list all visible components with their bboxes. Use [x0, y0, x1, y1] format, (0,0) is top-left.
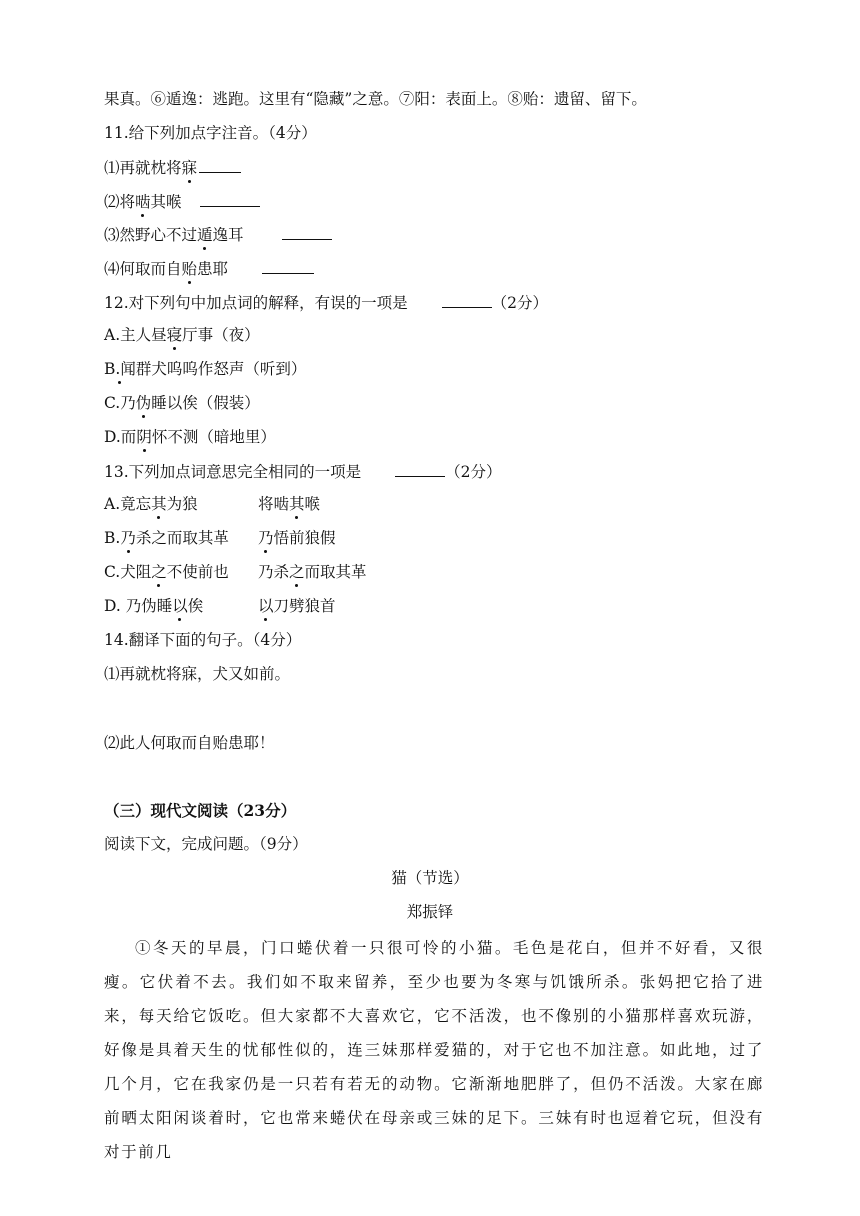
dotted-char: 阴 — [136, 428, 152, 446]
dotted-char: 寐 — [181, 159, 198, 177]
q13-b2-tail: 悟前狼假 — [273, 529, 336, 547]
q13-option-c — [104, 561, 367, 583]
instruction-text: 阅读下文，完成问题。（9分） — [104, 835, 308, 853]
q11-item-1-text: ⑴再就枕将 — [104, 159, 182, 177]
q13-a1-text: A.竟忘 — [104, 495, 152, 513]
q12-option-a — [104, 324, 260, 346]
q13-c1-text: C.犬阻 — [104, 563, 152, 581]
q11-item-3 — [104, 223, 332, 246]
section-heading-text: （三）现代文阅读（23分） — [104, 801, 297, 820]
dotted-char: 贻 — [181, 260, 198, 278]
q13-score: （2分） — [445, 463, 502, 481]
q13-b1-text: B. — [104, 529, 121, 547]
article-title: 猫（节选） — [391, 869, 469, 887]
dotted-char: 其 — [151, 495, 167, 513]
q13-a2-tail: 喉 — [304, 495, 321, 513]
q12-d-text: D.而 — [104, 428, 137, 446]
dotted-char: 以 — [172, 597, 188, 615]
answer-blank[interactable] — [282, 223, 332, 240]
answer-blank[interactable] — [262, 257, 314, 274]
q13-a1-tail: 为狼 — [166, 495, 198, 513]
q13-a2-text: 将啮 — [258, 495, 290, 513]
dotted-char: 以 — [258, 597, 274, 615]
q12-option-b — [104, 358, 306, 380]
q11-item-2 — [104, 190, 260, 213]
dotted-char: 啮 — [135, 193, 151, 211]
q12-a-text: A.主人昼 — [104, 326, 167, 344]
q13-b1-tail: 杀之而取其革 — [135, 529, 229, 547]
q12-a-tail: 厅事（夜） — [182, 326, 260, 344]
q11-item-2-text: ⑵将 — [104, 193, 136, 211]
q12-title-text: 12.对下列句中加点词的解释，有误的一项是 — [104, 294, 408, 312]
q14-title-text: 14.翻译下面的句子。（4分） — [104, 631, 302, 649]
q13-title-text: 13.下列加点词意思完全相同的一项是 — [104, 463, 362, 481]
q14-s1-text: ⑴再就枕将寐，犬又如前。 — [104, 665, 291, 683]
q13-d1-tail: 俟 — [187, 597, 204, 615]
dotted-char: 之 — [151, 563, 167, 581]
footnote-continuation — [104, 88, 647, 110]
q13-d1-text: D. 乃伪睡 — [104, 597, 173, 615]
q13-c2-text: 乃杀 — [258, 563, 290, 581]
question-11-title — [104, 122, 317, 144]
dotted-char: 遁 — [197, 226, 213, 244]
q12-score: （2分） — [491, 294, 549, 312]
q11-item-1 — [104, 156, 241, 179]
section-heading — [104, 800, 296, 822]
dotted-char: 寝 — [166, 326, 183, 344]
q12-d-tail: 怀不测（暗地里） — [151, 428, 276, 446]
q11-item-2-tail: 其喉 — [150, 193, 182, 211]
q13-c2-tail: 而取其革 — [304, 563, 367, 581]
answer-blank[interactable] — [200, 190, 260, 207]
dotted-char: B.闻 — [104, 360, 136, 378]
dotted-char: 之 — [289, 563, 305, 581]
q13-c1-tail: 不使前也 — [166, 563, 229, 581]
dotted-char: 乃 — [258, 529, 274, 547]
q13-option-b — [104, 527, 336, 549]
reading-instruction — [104, 833, 308, 855]
q13-option-d — [104, 595, 336, 617]
question-12-title — [104, 291, 548, 314]
answer-blank[interactable] — [395, 460, 445, 477]
dotted-char: 乃 — [120, 529, 136, 547]
q12-b-tail: 群犬呜呜作怒声（听到） — [135, 360, 307, 378]
article-author: 郑振铎 — [406, 903, 454, 921]
dotted-char: 其 — [289, 495, 305, 513]
q11-item-4 — [104, 257, 314, 280]
q12-option-c — [104, 392, 260, 414]
q11-item-4-tail: 患耶 — [197, 260, 229, 278]
article-paragraph-1: ①冬天的早晨，门口蜷伏着一只很可怜的小猫。毛色是花白，但并不好看，又很瘦。它伏着不去。我们如不取来留养，至少也要为冬寒与饥饿所杀。张妈把它拾了进来，每天给它饭吃。但大家都不大喜欢它，它不活泼，也不像别的小猫那样喜欢玩游，好像是具着天生的忧郁性似的，连三妹那样爱猫的，对于它也不加注意。如此地，过了几个月，它在我家仍是一只若有若无的动物。它渐渐地肥胖了，但仍不活泼。大家在廊前晒太阳闲谈着时，它也常来蜷伏在母亲或三妹的足下。三妹有时也逗着它玩，但没有对于前几 — [104, 939, 764, 1161]
q11-item-3-text: ⑶然野心不过 — [104, 226, 198, 244]
question-14-title — [104, 629, 301, 651]
q14-sentence-1 — [104, 663, 290, 685]
q12-c-text: C.乃 — [104, 394, 136, 412]
q11-title-text: 11.给下列加点字注音。（4分） — [104, 124, 317, 142]
q13-option-a — [104, 493, 320, 515]
q11-item-3-tail: 逸耳 — [212, 226, 244, 244]
q12-c-tail: 睡以俟（假装） — [151, 394, 260, 412]
dotted-char: 伪 — [135, 394, 152, 412]
answer-blank[interactable] — [199, 156, 241, 173]
q11-item-4-text: ⑷何取而自 — [104, 260, 182, 278]
notes-text: 果真。⑥遁逸：逃跑。这里有“隐藏”之意。⑦阳：表面上。⑧贻：遗留、留下。 — [104, 90, 647, 108]
question-13-title — [104, 460, 502, 483]
q13-d2-tail: 刀劈狼首 — [273, 597, 336, 615]
q14-s2-text: ⑵此人何取而自贻患耶！ — [104, 734, 275, 752]
q14-sentence-2 — [104, 732, 275, 754]
q12-option-d — [104, 426, 276, 448]
answer-blank[interactable] — [442, 291, 492, 308]
